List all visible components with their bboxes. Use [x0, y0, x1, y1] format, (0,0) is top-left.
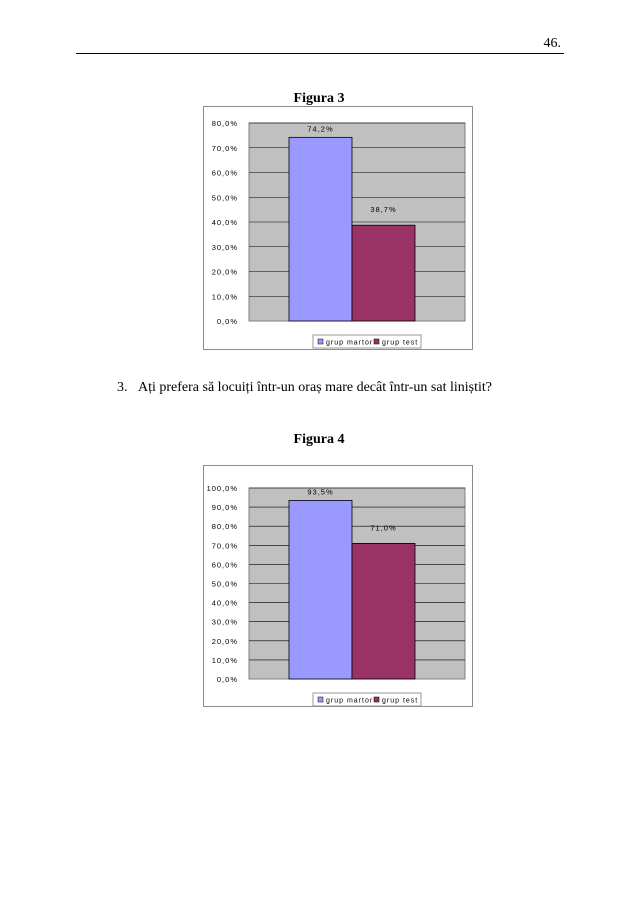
- figure-3-svg: [204, 107, 472, 349]
- fig4-y-tick-label: 70,0%: [211, 541, 238, 551]
- header-rule: [76, 53, 564, 54]
- figure-4-caption: Figura 4: [293, 432, 345, 447]
- page-number: 46.: [543, 36, 561, 51]
- fig3-bar-test: [352, 225, 415, 321]
- figure-3-chart: [203, 106, 473, 350]
- fig4-y-tick-label: 30,0%: [211, 617, 238, 627]
- fig4-y-tick-label: 90,0%: [211, 503, 238, 513]
- fig4-data-label-martor: 93,5%: [307, 487, 334, 497]
- fig3-legend-label: grup test: [382, 339, 419, 347]
- figure-3-caption: Figura 3: [293, 91, 345, 106]
- fig4-legend-swatch: [318, 697, 323, 702]
- fig4-bar-test: [352, 543, 415, 679]
- fig3-data-label-test: 38,7%: [370, 205, 397, 215]
- fig3-y-tick-label: 60,0%: [211, 168, 238, 178]
- fig4-y-tick-label: 20,0%: [211, 636, 238, 646]
- fig4-bar-martor: [289, 500, 352, 679]
- fig3-y-tick-label: 80,0%: [211, 119, 238, 128]
- fig4-y-tick-label: 100,0%: [206, 484, 238, 493]
- question-text: Ați prefera să locuiți într-un oraș mare decât într-un sat liniștit?: [138, 380, 492, 395]
- fig4-y-tick-label: 60,0%: [211, 560, 238, 570]
- fig3-bar-martor: [289, 137, 352, 321]
- fig3-y-tick-label: 10,0%: [211, 292, 238, 302]
- fig3-legend-swatch: [374, 339, 379, 344]
- fig3-y-tick-label: 0,0%: [216, 317, 238, 326]
- fig3-legend-label: grup martor: [326, 339, 374, 347]
- fig4-y-tick-label: 80,0%: [211, 522, 238, 532]
- fig4-legend-label: grup test: [382, 697, 419, 705]
- fig4-data-label-test: 71,0%: [370, 523, 397, 533]
- fig3-y-tick-label: 70,0%: [211, 143, 238, 153]
- fig3-y-tick-label: 40,0%: [211, 218, 238, 227]
- fig4-y-tick-label: 0,0%: [216, 675, 238, 684]
- fig3-data-label-martor: 74,2%: [307, 124, 334, 134]
- fig3-y-tick-label: 30,0%: [211, 242, 238, 252]
- question-3: [117, 380, 492, 396]
- fig4-y-tick-label: 40,0%: [211, 598, 238, 608]
- fig4-legend-swatch: [374, 697, 379, 702]
- fig4-legend-label: grup martor: [326, 697, 374, 705]
- question-number: 3.: [117, 380, 128, 395]
- fig3-y-tick-label: 20,0%: [211, 267, 238, 277]
- figure-4-chart: [203, 465, 473, 707]
- fig4-y-tick-label: 10,0%: [211, 655, 238, 665]
- fig3-y-tick-label: 50,0%: [211, 193, 238, 203]
- fig3-legend-swatch: [318, 339, 323, 344]
- fig4-y-tick-label: 50,0%: [211, 579, 238, 589]
- figure-4-svg: [204, 466, 472, 706]
